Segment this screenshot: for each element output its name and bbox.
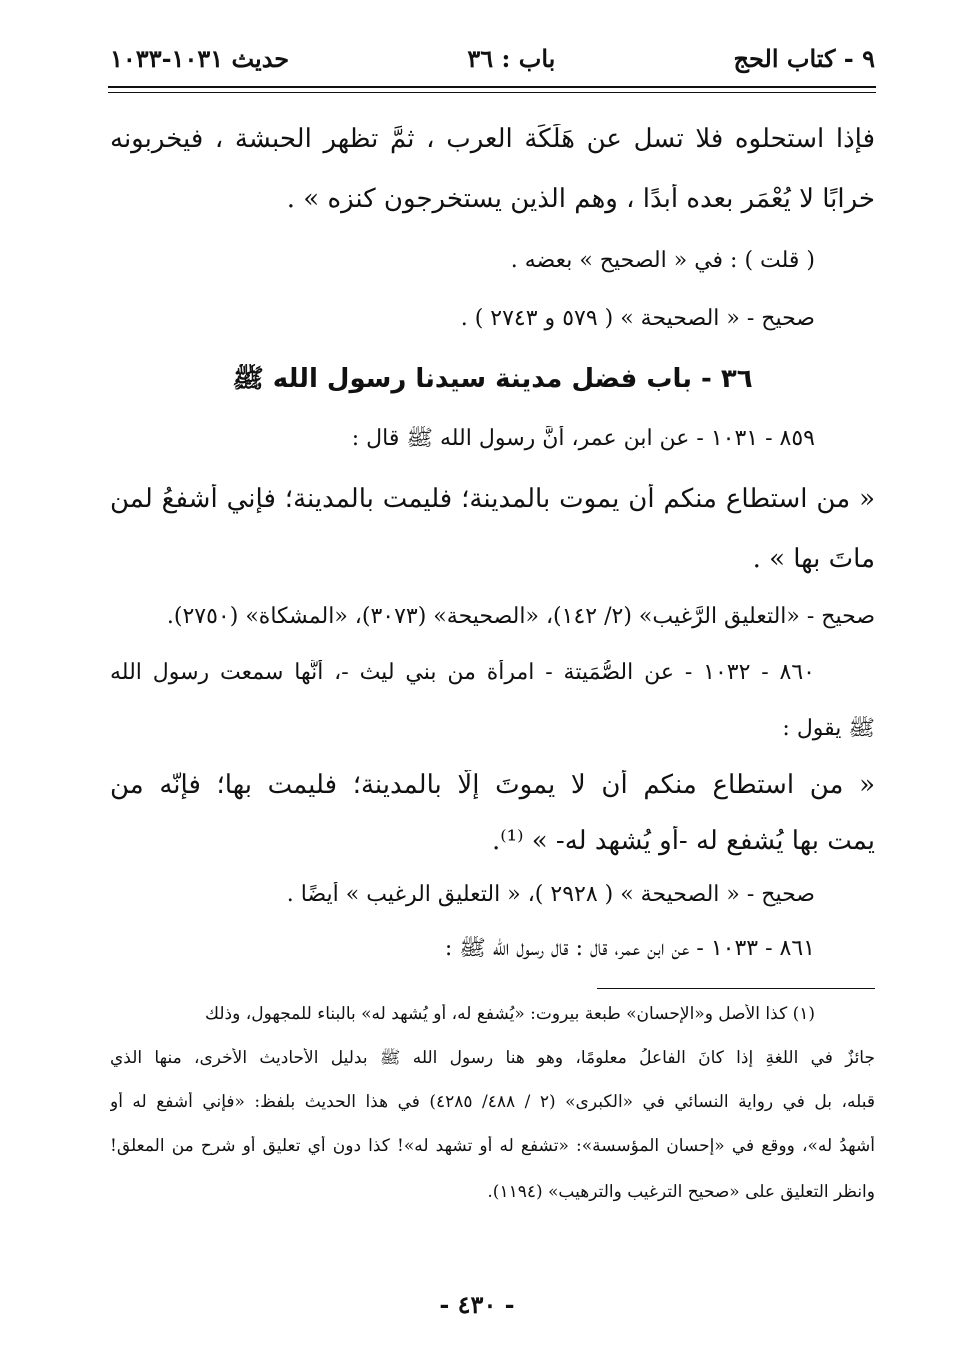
header-rule-top <box>108 86 876 88</box>
header-rule-bottom <box>108 92 876 93</box>
running-header <box>110 38 875 78</box>
page-number: - ٤٣٠ - <box>439 1290 515 1319</box>
header-chapter: ٩ - كتاب الحج <box>733 43 875 73</box>
grading-line-1: صحيح - « الصحيحة » ( ٥٧٩ و ٢٧٤٣ ) . <box>460 306 815 331</box>
footnote-line-2: جائزٌ في اللغةِ إذا كانَ الفاعلُ معلومًا، وهو هنا رسول الله ﷺ بدليل الأحاديث الأُخرى، منها الذي <box>110 1048 875 1068</box>
footnote-line-5: وانظر التعليق على «صحيح الترغيب والترهيب» (١١٩٤). <box>487 1182 875 1202</box>
footnote-separator <box>597 988 875 989</box>
grading-line-2: صحيح - «التعليق الرَّغيب» (٢/ ١٤٢)، «الصحيحة» (٣٠٧٣)، «المشكاة» (٢٧٥٠). <box>166 604 875 629</box>
footnote-line-4: أشهدُ له»، ووقع في «إحسان المؤسسة»: «تشفع له أو تشهد له»! كذا دون أي تعليق أو شرح من المعلق! <box>110 1136 875 1156</box>
hadith-860-text-2: يمت بها يُشفع له -أو يُشهد له- » ⁽¹⁾. <box>492 826 875 856</box>
footnote-line-1: (١) كذا الأصل و«الإحسان» طبعة بيروت: «يُشفع له، أو يُشهد له» بالبناء للمجهول، وذلك <box>205 1004 815 1024</box>
hadith-861-intro: ٨٦١ - ١٠٣٣ - عن ابن عمر، قال : قال رسول الله ﷺ : <box>444 936 815 961</box>
grading-line-3: صحيح - « الصحيحة » ( ٢٩٢٨ )، « التعليق الرغيب » أيضًا . <box>286 882 815 907</box>
chapter-heading: ٣٦ - باب فضل مدينة سيدنا رسول الله ﷺ <box>232 364 753 394</box>
body-line-2: خرابًا لا يُعْمَر بعده أبدًا ، وهم الذين يستخرجون كنزه » . <box>286 184 875 214</box>
footnote-line-3: قبله، بل في رواية النسائي في «الكبرى» (٢ / ٤٨٨/ ٤٢٨٥) في هذا الحديث بلفظ: «فإني أشفع له أو <box>110 1092 875 1112</box>
hadith-859-intro: ٨٥٩ - ١٠٣١ - عن ابن عمر، أنَّ رسول الله ﷺ قال : <box>351 426 815 451</box>
body-line-1: فإذا استحلوه فلا تسل عن هَلَكَة العرب ، ثمَّ تظهر الحبشة ، فيخربونه <box>110 124 875 154</box>
hadith-859-text-2: ماتَ بها » . <box>752 544 875 574</box>
header-hadith-range: حديث ١٠٣١-١٠٣٣ <box>110 43 290 73</box>
header-section: باب : ٣٦ <box>467 43 556 73</box>
body-line-3: ( قلت ) : في « الصحيح » بعضه . <box>510 248 815 273</box>
hadith-859-text-1: « من استطاع منكم أن يموت بالمدينة؛ فليمت بالمدينة؛ فإني أشفعُ لمن <box>110 484 875 514</box>
hadith-860-intro-2: ﷺ يقول : <box>782 716 875 741</box>
hadith-860-text-1: « من استطاع منكم أن لا يموتَ إلّا بالمدينة؛ فليمت بها؛ فإنّه من <box>110 770 875 800</box>
hadith-860-intro-1: ٨٦٠ - ١٠٣٢ - عن الصُّمَيتة - امرأة من بني ليث -، أنَّها سمعت رسول الله <box>110 660 815 685</box>
